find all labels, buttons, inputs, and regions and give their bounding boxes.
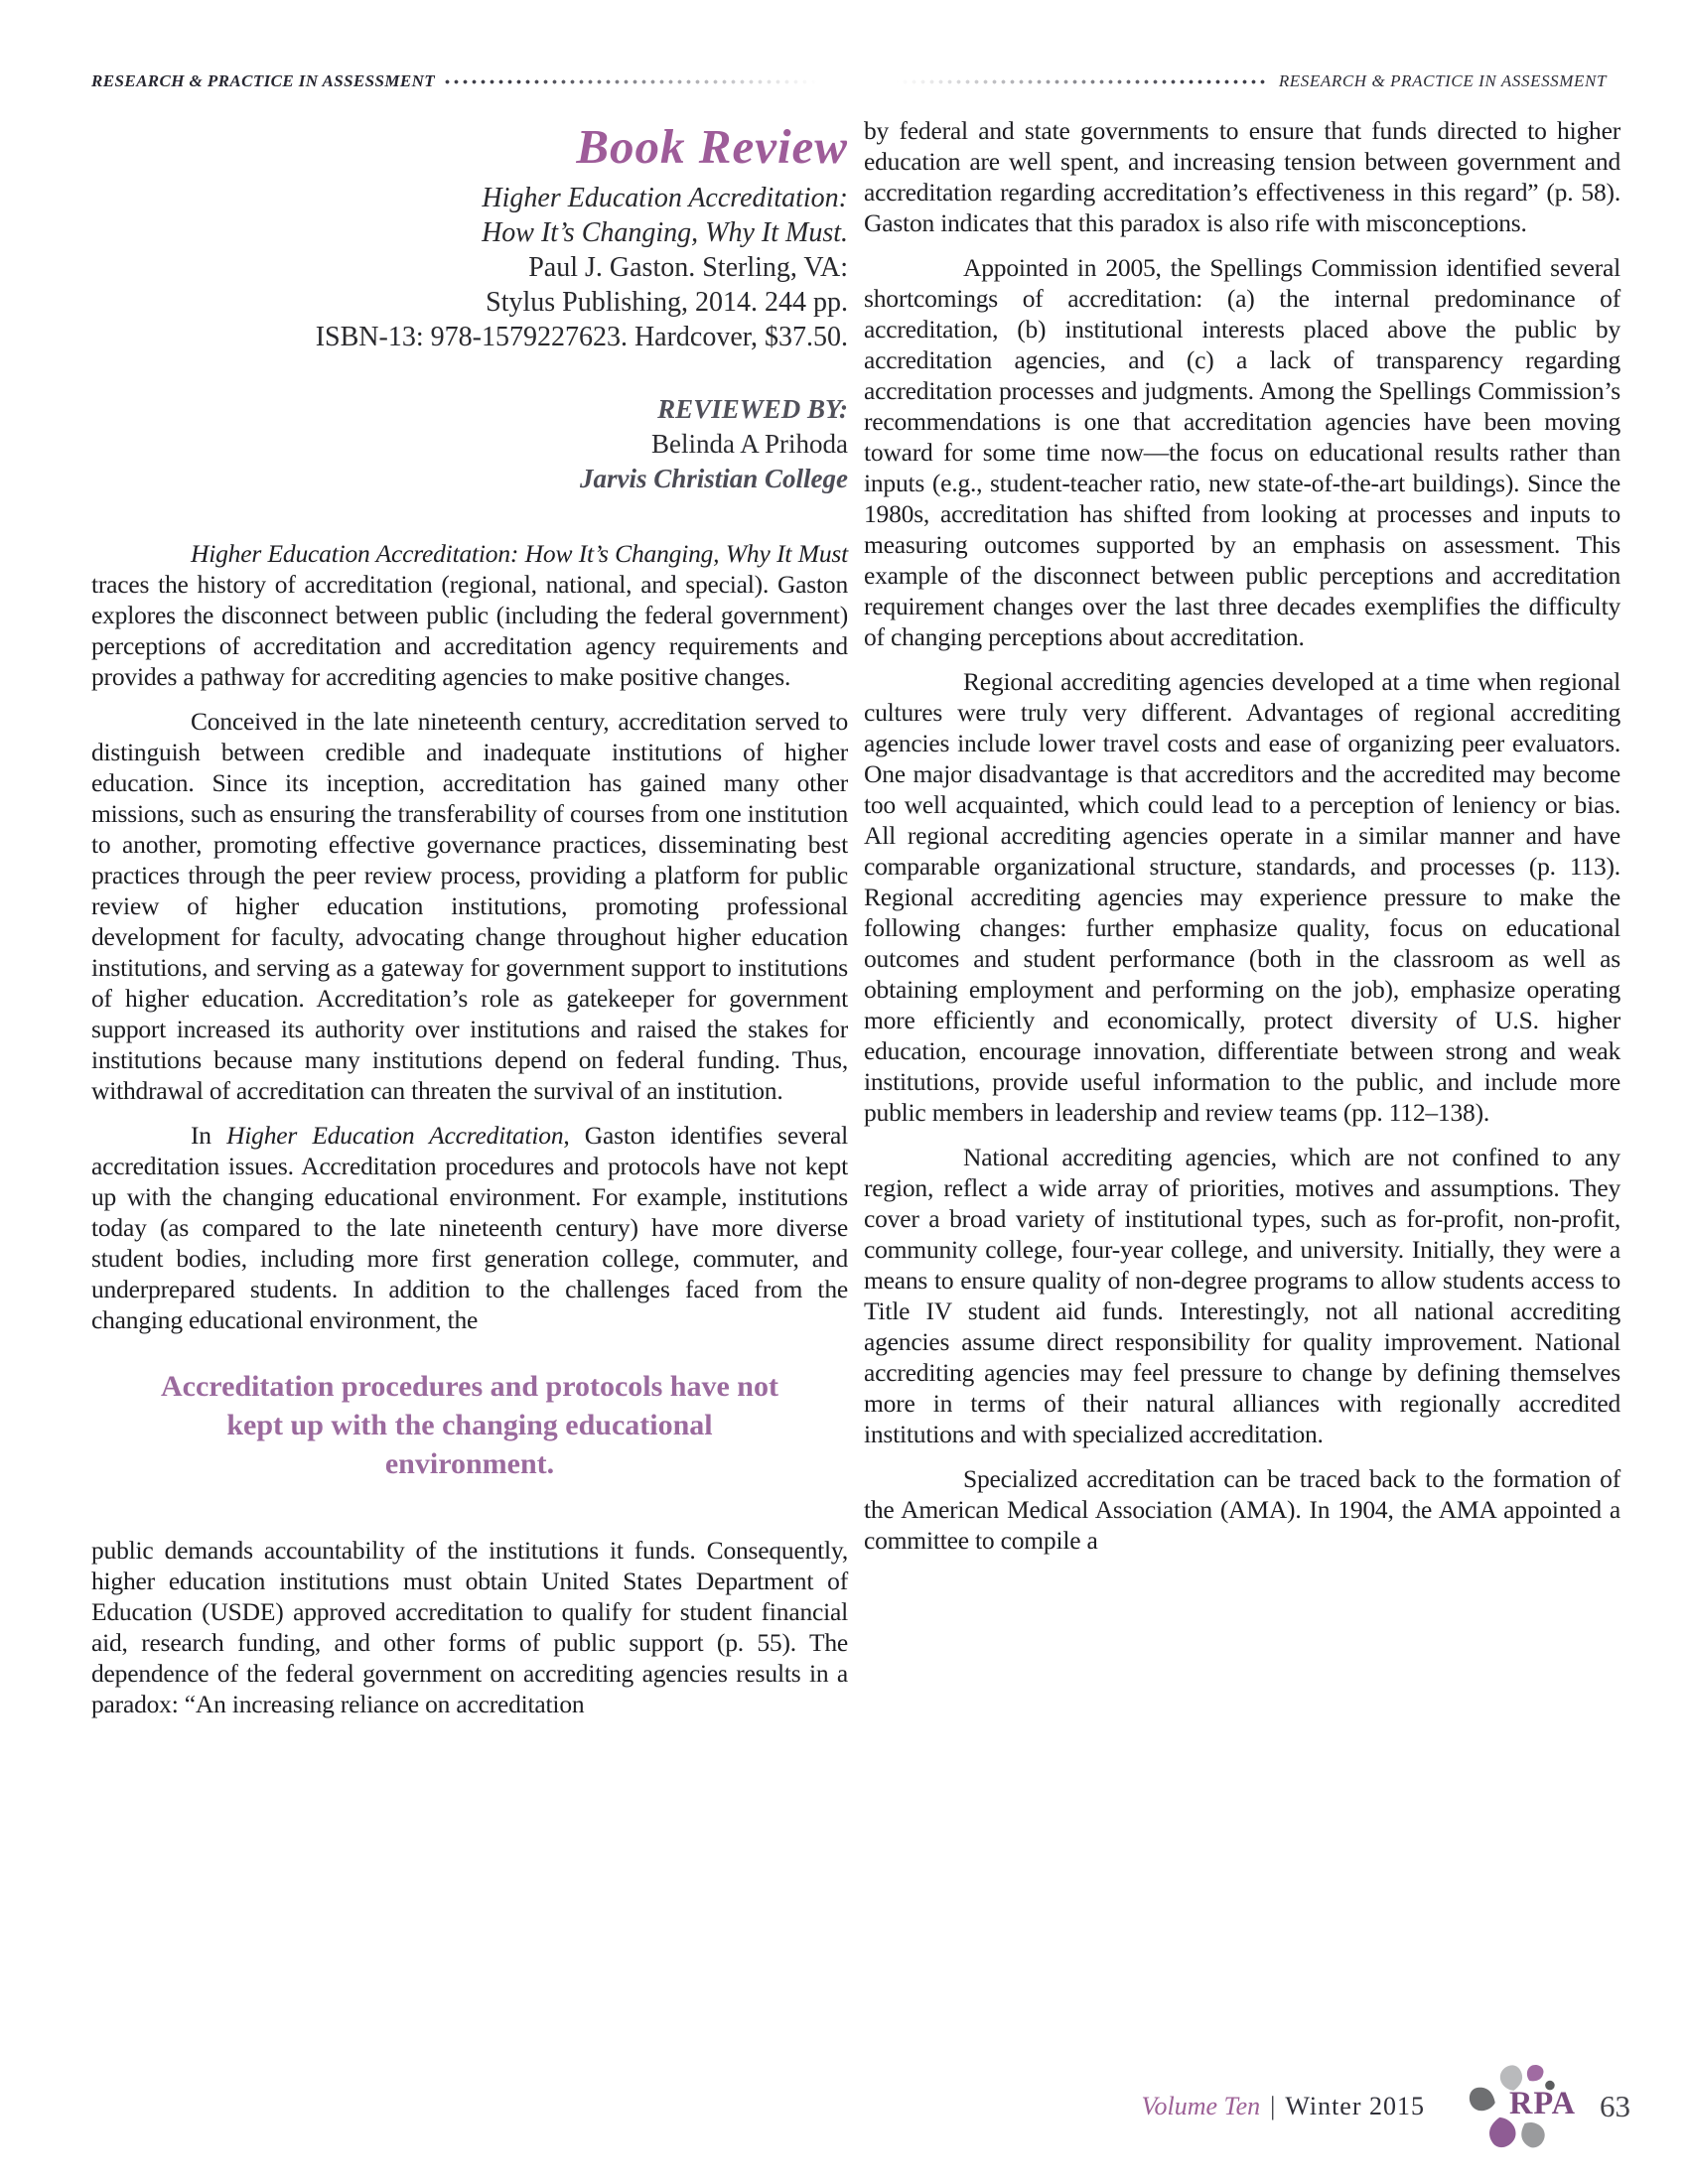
journal-name-left: RESEARCH & PRACTICE IN ASSESSMENT xyxy=(91,71,436,90)
two-column-layout xyxy=(91,115,1620,1733)
issue-label: Winter 2015 xyxy=(1285,2092,1425,2120)
book-title-block xyxy=(91,121,848,354)
rpa-logo xyxy=(1459,2057,1580,2156)
book-title-line-1: Higher Education Accreditation: xyxy=(482,183,848,213)
footer-separator: | xyxy=(1270,2092,1276,2120)
reviewed-by-label: REVIEWED BY: xyxy=(657,394,848,424)
logo-petal-purple-small xyxy=(1524,2062,1546,2085)
logo-petal-gray-bottom xyxy=(1515,2116,1550,2151)
logo-petal-dark-gray xyxy=(1469,2087,1496,2113)
body-paragraph: In Higher Education Accreditation, Gaston identifies several accreditation issues. Accreditation procedures and protocols have not kept up with the changing educational environment. For example, institutions today (as compared to the late nineteenth century) have more diverse student bodies, including more first generation college, commuter, and underprepared students. In addition to the challenges faced from the changing educational environment, the xyxy=(91,1121,848,1334)
page-footer xyxy=(1141,2057,1630,2156)
page-header xyxy=(91,71,1607,91)
body-paragraph: Conceived in the late nineteenth century, accreditation served to distinguish between credible and inadequate institutions of higher education. Since its inception, accreditation has gained many other missions, such as ensuring the transferability of courses from one institution to another, promoting effective governance practices, disseminating best practices through the peer review process, providing a platform for public review of higher education institutions, promoting professional development for faculty, advocating change throughout higher education institutions, and serving as a gateway for government support to institutions of higher education. Accreditation’s role as gatekeeper for government support increased its authority over institutions and raised the stakes for institutions because many institutions depend on federal funding. Thus, withdrawal of accreditation can threaten the survival of an institution. xyxy=(91,707,848,1105)
reviewer-block xyxy=(91,392,848,496)
volume-label: Volume Ten xyxy=(1141,2092,1261,2120)
logo-text: RPA xyxy=(1509,2086,1576,2122)
publisher-year-line: Stylus Publishing, 2014. 244 pp. xyxy=(486,287,848,318)
body-paragraph: Appointed in 2005, the Spellings Commission identified several shortcomings of accreditation: (a) the internal predominance of accreditation, (b) institutional interests placed above the public by accreditation agencies, and (c) a lack of transparency regarding accreditation processes and judgments. Among the Spellings Commission’s recommendations is one that accreditation agencies have been moving toward for some time now—the focus on educational results rather than inputs (e.g., student-teacher ratio, new state-of-the-art buildings). Since the 1980s, accreditation has shifted from looking at processes and inputs to measuring outcomes supported by an emphasis on assessment. This example of the disconnect between public perceptions and accreditation requirement changes over the last three decades exemplifies the difficulty of changing perceptions about accreditation. xyxy=(864,253,1620,651)
reviewer-affiliation: Jarvis Christian College xyxy=(579,464,848,493)
reviewer-name: Belinda A Prihoda xyxy=(651,429,848,459)
body-paragraph: Higher Education Accreditation: How It’s Changing, Why It Must traces the history of accreditation (regional, national, and special). Gaston explores the disconnect between public (including the federal government) perceptions of accreditation and accreditation agency requirements and provides a pathway for accrediting agencies to make positive changes. xyxy=(91,539,848,691)
body-paragraph: Specialized accreditation can be traced back to the formation of the American Medical Association (AMA). In 1904, the AMA appointed a committee to compile a xyxy=(864,1464,1620,1555)
left-column xyxy=(91,115,848,1733)
dotted-leader-right xyxy=(885,79,1269,84)
journal-name-right: RESEARCH & PRACTICE IN ASSESSMENT xyxy=(1278,71,1608,90)
page-number: 63 xyxy=(1600,2089,1630,2123)
body-paragraph: public demands accountability of the institutions it funds. Consequently, higher education institutions must obtain United States Department of Education (USDE) approved accreditation to qualify for student financial aid, research funding, and other forms of public support (p. 55). The dependence of the federal government on accrediting agencies results in a paradox: “An increasing reliance on accreditation xyxy=(91,1536,848,1718)
isbn-price-line: ISBN-13: 978-1579227623. Hardcover, $37.50. xyxy=(315,322,848,352)
pull-quote: Accreditation procedures and protocols have not kept up with the changing educational environment. xyxy=(161,1370,778,1480)
right-column xyxy=(864,115,1620,1733)
body-paragraph: Regional accrediting agencies developed at a time when regional cultures were truly very different. Advantages of regional accrediting agencies include lower travel costs and ease of organizing peer evaluators. One major disadvantage is that accreditors and the accredited may become too well acquainted, which could lead to a perception of leniency or bias. All regional accrediting agencies operate in a similar manner and have comparable organizational structure, standards, and processes (p. 113). Regional accrediting agencies may experience pressure to make the following changes: further emphasize quality, focus on educational outcomes and student performance (both in the classroom as well as obtaining employment and performing on the job), emphasize operating more efficiently and economically, protect diversity of U.S. higher education, encourage innovation, differentiate between strong and weak institutions, provide useful information to the public, and include more public members in leadership and review teams (pp. 112–138). xyxy=(864,667,1620,1127)
body-paragraph: by federal and state governments to ensure that funds directed to higher education are well spent, and increasing tension between government and accreditation regarding accreditation’s effectiveness in this regard” (p. 58). Gaston indicates that this paradox is also rife with misconceptions. xyxy=(864,116,1620,237)
page-title: Book Review xyxy=(576,119,848,174)
dotted-leader-left xyxy=(445,79,829,84)
body-paragraph: National accrediting agencies, which are not confined to any region, reflect a wide array of priorities, motives and assumptions. They cover a broad variety of institutional types, such as for-profit, non-profit, community college, four-year college, and university. Initially, they were a means to ensure quality of non-degree programs to allow students access to Title IV student aid funds. Interestingly, not all national accrediting agencies assume direct responsibility for quality improvement. National accrediting agencies may feel pressure to change by defining themselves more in terms of their natural alliances with regionally accredited institutions and with specialized accreditation. xyxy=(864,1143,1620,1448)
author-publisher-line: Paul J. Gaston. Sterling, VA: xyxy=(528,252,848,283)
book-title-line-2: How It’s Changing, Why It Must. xyxy=(482,217,848,248)
